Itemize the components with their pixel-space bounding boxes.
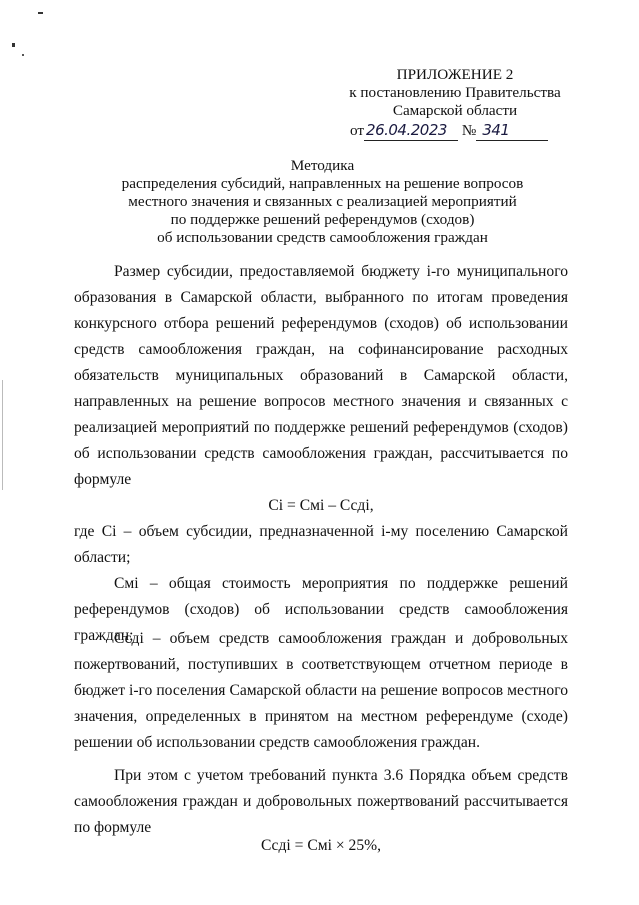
scan-edge-left [2,380,3,490]
appendix-title: ПРИЛОЖЕНИЕ 2 [396,66,514,83]
number-label: № [461,122,477,139]
document-title [90,157,555,247]
decree-number-line [340,121,570,141]
paragraph-ci-definition: где Ci – объем субсидии, предназначенной i-му поселению Самарской области; [74,523,568,566]
formula-subsidy: Ci = Смi – Ссдi, [268,497,374,514]
title-line-3: местного значения и связанных с реализацией мероприятий [128,193,517,210]
scan-speck-top [38,12,43,14]
paragraph-cmi-definition: Смi – общая стоимость мероприятия по поддержке решений референдумов (сходов) об использовании средств самообложения граждан; [74,575,568,644]
scan-speck-left [12,43,15,47]
title-line-5: об использовании средств самообложения граждан [157,229,488,246]
decree-number: 341 [482,121,510,139]
decree-number-field [476,121,548,141]
decree-date: 26.04.2023 [366,121,447,139]
paragraph-requirement: При этом с учетом требований пункта 3.6 Порядка объем средств самообложения граждан и добровольных пожертвований рассчитывается по формуле [74,767,568,836]
paragraph-subsidy-size: Размер субсидии, предоставляемой бюджету i-го муниципального образования в Самарской области, выбранного по итогам проведения конкурсного отбора решений референдумов (сходов) об использовании средств самообложения граждан, на софинансирование расходных обязательств муниципальных образований в Самарской области, направленных на решение вопросов местного значения и связанных с реализацией мероприятий по поддержке решений референдумов (сходов) об использовании средств самообложения граждан, рассчитывается по формуле [74,263,568,488]
paragraph-ssdi-definition: Ссдi – объем средств самообложения граждан и добровольных пожертвований, поступивших в соответствующем отчетном периоде в бюджет i-го поселения Самарской области на решение вопросов местного значения, определенных в принятом на местном референдуме (сходе) решении об использовании средств самообложения граждан. [74,630,568,751]
decree-date-field [364,121,458,141]
formula-ssdi: Ссдi = Смi × 25%, [260,837,382,854]
appendix-line-1: к постановлению Правительства [349,84,561,101]
title-line-1: Методика [290,157,355,174]
from-label: от [350,122,365,139]
scan-speck-small [22,54,24,56]
title-line-2: распределения субсидий, направленных на решение вопросов [121,175,524,192]
appendix-line-2: Самарской области [392,102,518,119]
appendix-header [340,66,570,141]
title-line-4: по поддержке решений референдумов (сходов) [170,211,475,228]
